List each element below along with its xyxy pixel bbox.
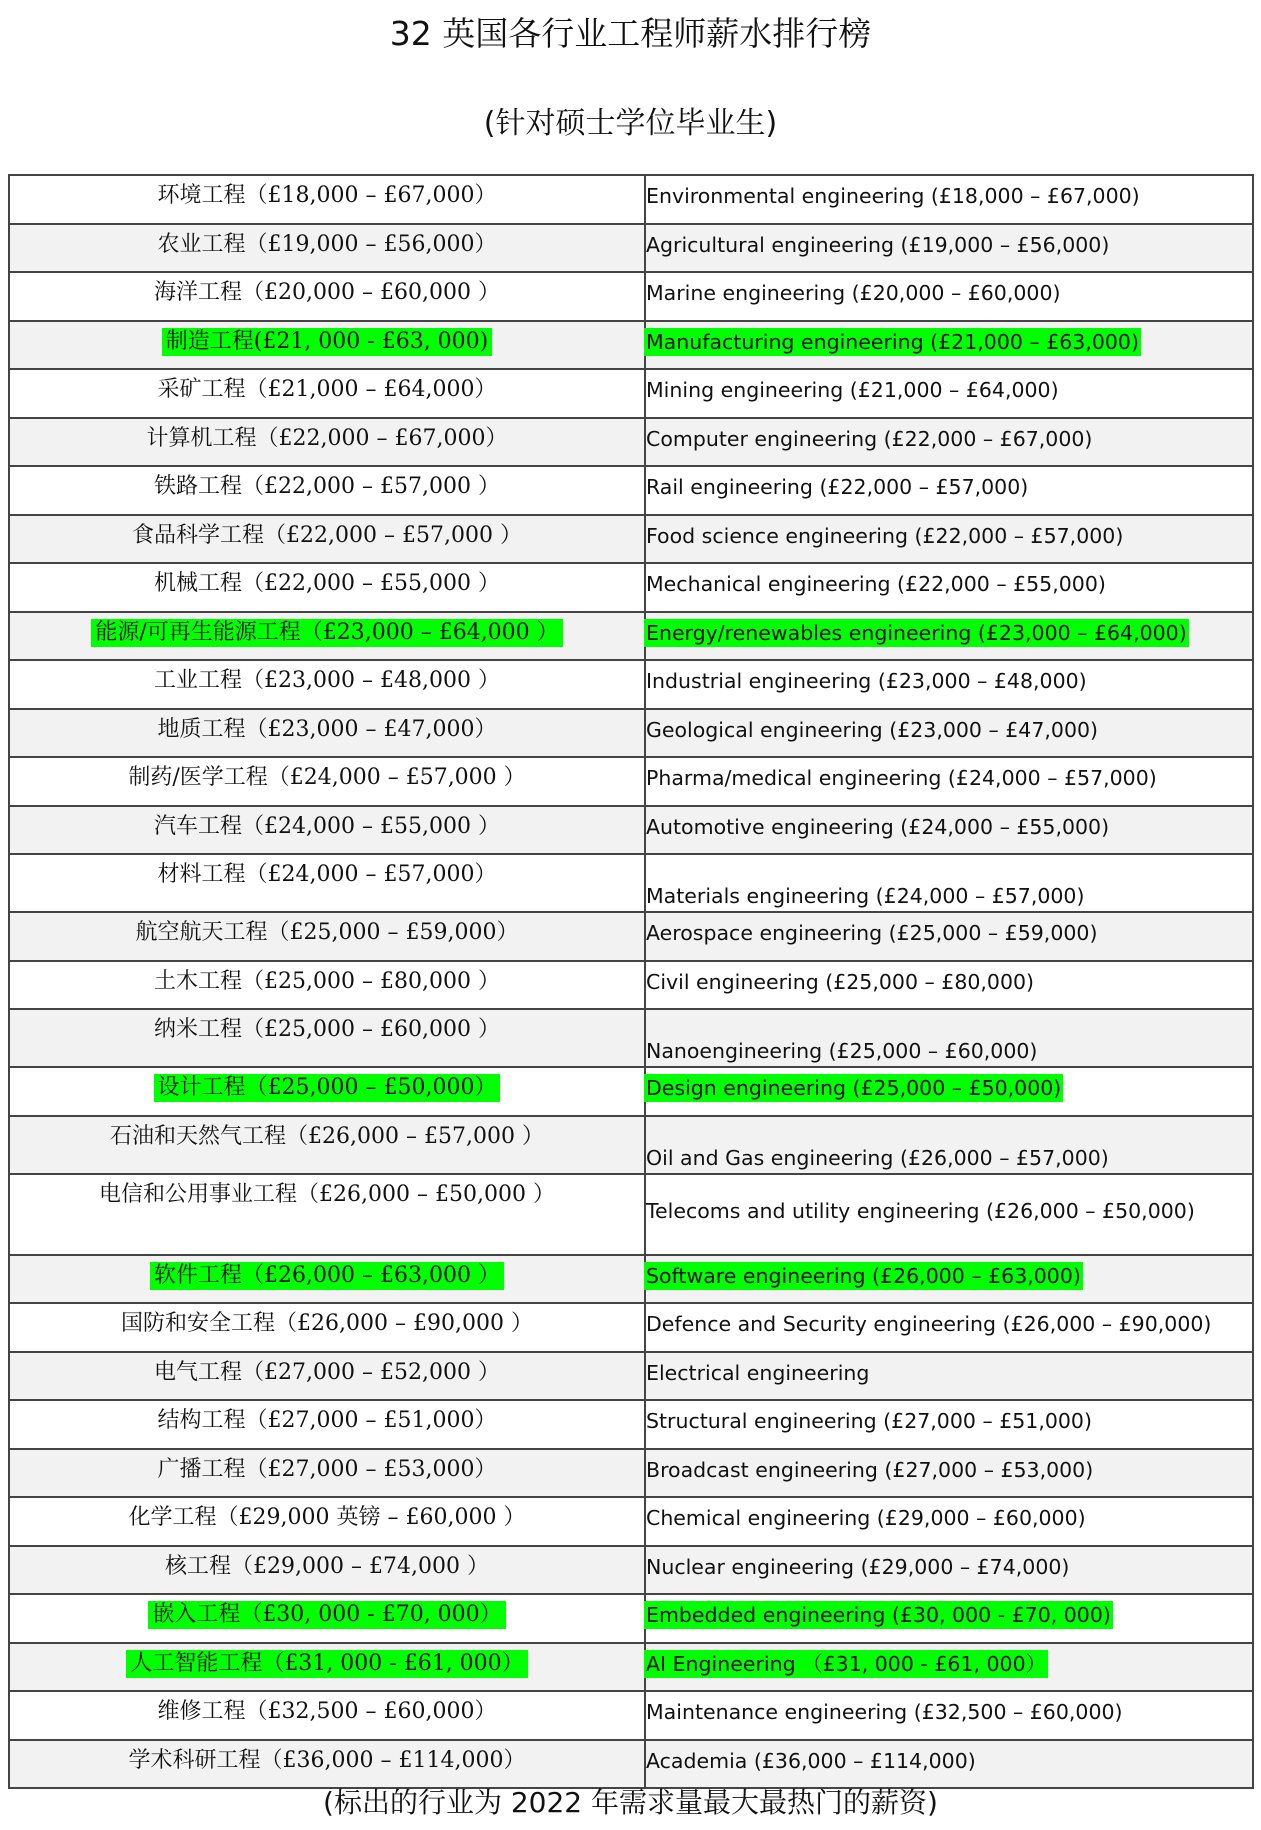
salary-table (8, 174, 1254, 1789)
english-label: Rail engineering (£22,000 – £57,000) (646, 475, 1029, 499)
cell-english (645, 321, 1253, 370)
chinese-label: 软件工程（£26,000 – £63,000 ） (150, 1262, 504, 1290)
table-row (9, 709, 1253, 758)
cell-english (645, 272, 1253, 321)
cell-chinese (9, 1174, 645, 1255)
english-label: Oil and Gas engineering (£26,000 – £57,000) (646, 1145, 1109, 1170)
table-row (9, 1497, 1253, 1546)
table-row (9, 1009, 1253, 1067)
cell-english (645, 612, 1253, 661)
english-label: Marine engineering (£20,000 – £60,000) (646, 281, 1061, 305)
cell-chinese (9, 1400, 645, 1449)
table-row (9, 1594, 1253, 1643)
page-subtitle: (针对硕士学位毕业生) (483, 106, 778, 141)
table-row (9, 757, 1253, 806)
chinese-label: 工业工程（£23,000 – £48,000 ） (154, 668, 500, 693)
cell-chinese (9, 1116, 645, 1174)
cell-chinese (9, 854, 645, 912)
table-row (9, 1400, 1253, 1449)
cell-chinese (9, 1303, 645, 1352)
table-row (9, 1174, 1253, 1255)
english-label: Defence and Security engineering (£26,000 – £90,000) (646, 1312, 1212, 1336)
cell-english (645, 224, 1253, 273)
cell-chinese (9, 224, 645, 273)
chinese-label: 材料工程（£24,000 – £57,000） (157, 862, 497, 887)
english-label: AI Engineering （£31, 000 - £61, 000） (646, 1651, 1047, 1676)
table-row (9, 1643, 1253, 1692)
chinese-label: 设计工程（£25,000 – £50,000） (154, 1074, 501, 1102)
english-label: Broadcast engineering (£27,000 – £53,000) (646, 1457, 1094, 1482)
table-row (9, 1255, 1253, 1304)
cell-chinese (9, 1352, 645, 1401)
cell-english (645, 1009, 1253, 1067)
cell-english (645, 912, 1253, 961)
table-row (9, 466, 1253, 515)
chinese-label: 海洋工程（£20,000 – £60,000 ） (154, 280, 500, 305)
chinese-label: 计算机工程（£22,000 – £67,000） (146, 425, 508, 451)
english-label: Electrical engineering (646, 1360, 870, 1385)
table-row (9, 321, 1253, 370)
chinese-label: 机械工程（£22,000 – £55,000 ） (154, 571, 500, 596)
english-label: Manufacturing engineering (£21,000 – £63,000) (646, 329, 1139, 354)
cell-english (645, 1174, 1253, 1255)
english-label: Telecoms and utility engineering (£26,000 – £50,000) (646, 1198, 1195, 1223)
table-row (9, 1449, 1253, 1498)
table-row (9, 1691, 1253, 1740)
table-row (9, 1067, 1253, 1116)
table-row (9, 612, 1253, 661)
chinese-label: 土木工程（£25,000 – £80,000 ） (154, 968, 500, 994)
cell-english (645, 854, 1253, 912)
cell-english (645, 1303, 1253, 1352)
chinese-label: 石油和天然气工程（£26,000 – £57,000 ） (110, 1123, 544, 1149)
cell-english (645, 709, 1253, 758)
table-row (9, 912, 1253, 961)
cell-chinese (9, 272, 645, 321)
table-row (9, 563, 1253, 612)
english-label: Nuclear engineering (£29,000 – £74,000) (646, 1554, 1070, 1579)
chinese-label: 汽车工程（£24,000 – £55,000 ） (154, 813, 500, 839)
cell-chinese (9, 912, 645, 961)
chinese-label: 维修工程（£32,500 – £60,000） (157, 1699, 497, 1724)
chinese-label: 食品科学工程（£22,000 – £57,000 ） (132, 522, 522, 548)
cell-english (645, 660, 1253, 709)
cell-english (645, 466, 1253, 515)
chinese-label: 嵌入工程（£30, 000 - £70, 000） (148, 1601, 505, 1629)
english-label: Mechanical engineering (£22,000 – £55,000) (646, 572, 1106, 596)
english-label: Civil engineering (£25,000 – £80,000) (646, 969, 1035, 994)
cell-chinese (9, 1497, 645, 1546)
chinese-label: 环境工程（£18,000 – £67,000） (157, 183, 497, 208)
table-row (9, 175, 1253, 224)
english-label: Aerospace engineering (£25,000 – £59,000) (646, 921, 1098, 945)
cell-english (645, 757, 1253, 806)
english-label: Computer engineering (£22,000 – £67,000) (646, 426, 1093, 451)
chinese-label: 能源/可再生能源工程（£23,000 – £64,000 ） (91, 619, 562, 647)
table-row (9, 515, 1253, 564)
english-label: Geological engineering (£23,000 – £47,000) (646, 717, 1099, 742)
page-title: 32 英国各行业工程师薪水排行榜 (389, 14, 872, 53)
cell-english (645, 1643, 1253, 1692)
english-label: Chemical engineering (£29,000 – £60,000) (646, 1506, 1086, 1530)
chinese-label: 农业工程（£19,000 – £56,000） (157, 231, 497, 257)
cell-chinese (9, 1643, 645, 1692)
english-label: Software engineering (£26,000 – £63,000) (646, 1263, 1081, 1288)
chinese-label: 结构工程（£27,000 – £51,000） (157, 1408, 497, 1433)
cell-chinese (9, 1449, 645, 1498)
table-row (9, 961, 1253, 1010)
cell-english (645, 1449, 1253, 1498)
cell-english (645, 1352, 1253, 1401)
cell-english (645, 369, 1253, 418)
table-row (9, 1303, 1253, 1352)
table-row (9, 369, 1253, 418)
english-label: Nanoengineering (£25,000 – £60,000) (646, 1039, 1038, 1063)
table-row (9, 1546, 1253, 1595)
chinese-label: 国防和安全工程（£26,000 – £90,000 ） (121, 1311, 533, 1336)
cell-english (645, 418, 1253, 467)
cell-english (645, 1546, 1253, 1595)
table-row (9, 1116, 1253, 1174)
cell-chinese (9, 709, 645, 758)
english-label: Energy/renewables engineering (£23,000 – £64,000) (646, 620, 1187, 645)
cell-chinese (9, 1546, 645, 1595)
footnote: (标出的行业为 2022 年需求量最大最热门的薪资) (323, 1786, 938, 1819)
table-row (9, 224, 1253, 273)
english-label: Academia (£36,000 – £114,000) (646, 1748, 976, 1773)
chinese-label: 电气工程（£27,000 – £52,000 ） (154, 1359, 500, 1385)
cell-english (645, 1116, 1253, 1174)
cell-english (645, 961, 1253, 1010)
cell-chinese (9, 1691, 645, 1740)
chinese-label: 航空航天工程（£25,000 – £59,000） (135, 920, 519, 945)
chinese-label: 铁路工程（£22,000 – £57,000 ） (154, 474, 500, 499)
table-row (9, 660, 1253, 709)
cell-english (645, 515, 1253, 564)
chinese-label: 制造工程(£21, 000 - £63, 000) (162, 328, 493, 356)
table-row (9, 272, 1253, 321)
cell-chinese (9, 1009, 645, 1067)
chinese-label: 人工智能工程（£31, 000 - £61, 000） (126, 1650, 527, 1678)
chinese-label: 纳米工程（£25,000 – £60,000 ） (154, 1017, 500, 1042)
table-row (9, 418, 1253, 467)
cell-english (645, 1691, 1253, 1740)
table-row (9, 1352, 1253, 1401)
english-label: Agricultural engineering (£19,000 – £56,000) (646, 232, 1110, 257)
cell-chinese (9, 563, 645, 612)
chinese-label: 化学工程（£29,000 英镑 – £60,000 ） (128, 1505, 526, 1530)
chinese-label: 采矿工程（£21,000 – £64,000） (157, 377, 497, 402)
english-label: Industrial engineering (£23,000 – £48,000) (646, 669, 1087, 693)
english-label: Materials engineering (£24,000 – £57,000) (646, 884, 1085, 908)
english-label: Environmental engineering (£18,000 – £67,000) (646, 184, 1140, 208)
cell-english (645, 1255, 1253, 1304)
cell-english (645, 1400, 1253, 1449)
cell-chinese (9, 369, 645, 418)
cell-chinese (9, 466, 645, 515)
cell-chinese (9, 418, 645, 467)
english-label: Automotive engineering (£24,000 – £55,000) (646, 814, 1110, 839)
cell-chinese (9, 1067, 645, 1116)
cell-chinese (9, 321, 645, 370)
chinese-label: 学术科研工程（£36,000 – £114,000） (128, 1747, 526, 1773)
cell-english (645, 1497, 1253, 1546)
english-label: Pharma/medical engineering (£24,000 – £57,000) (646, 766, 1157, 790)
cell-chinese (9, 175, 645, 224)
english-label: Structural engineering (£27,000 – £51,000) (646, 1409, 1092, 1433)
english-label: Food science engineering (£22,000 – £57,000) (646, 523, 1124, 548)
cell-english (645, 1067, 1253, 1116)
cell-chinese (9, 612, 645, 661)
cell-english (645, 175, 1253, 224)
table-row (9, 806, 1253, 855)
chinese-label: 制药/医学工程（£24,000 – £57,000 ） (128, 765, 526, 790)
cell-chinese (9, 660, 645, 709)
cell-chinese (9, 806, 645, 855)
salary-table-body (9, 175, 1253, 1788)
chinese-label: 地质工程（£23,000 – £47,000） (157, 716, 497, 742)
english-label: Embedded engineering (£30, 000 - £70, 000) (646, 1603, 1111, 1627)
cell-chinese (9, 515, 645, 564)
cell-english (645, 563, 1253, 612)
cell-chinese (9, 1255, 645, 1304)
chinese-label: 核工程（£29,000 – £74,000 ） (165, 1553, 489, 1579)
chinese-label: 电信和公用事业工程（£26,000 – £50,000 ） (99, 1181, 555, 1207)
table-row (9, 854, 1253, 912)
cell-english (645, 1594, 1253, 1643)
english-label: Mining engineering (£21,000 – £64,000) (646, 378, 1059, 402)
english-label: Maintenance engineering (£32,500 – £60,000) (646, 1700, 1123, 1724)
cell-chinese (9, 961, 645, 1010)
cell-chinese (9, 1594, 645, 1643)
chinese-label: 广播工程（£27,000 – £53,000） (157, 1456, 497, 1482)
english-label: Design engineering (£25,000 – £50,000) (646, 1076, 1062, 1100)
cell-chinese (9, 757, 645, 806)
cell-english (645, 806, 1253, 855)
